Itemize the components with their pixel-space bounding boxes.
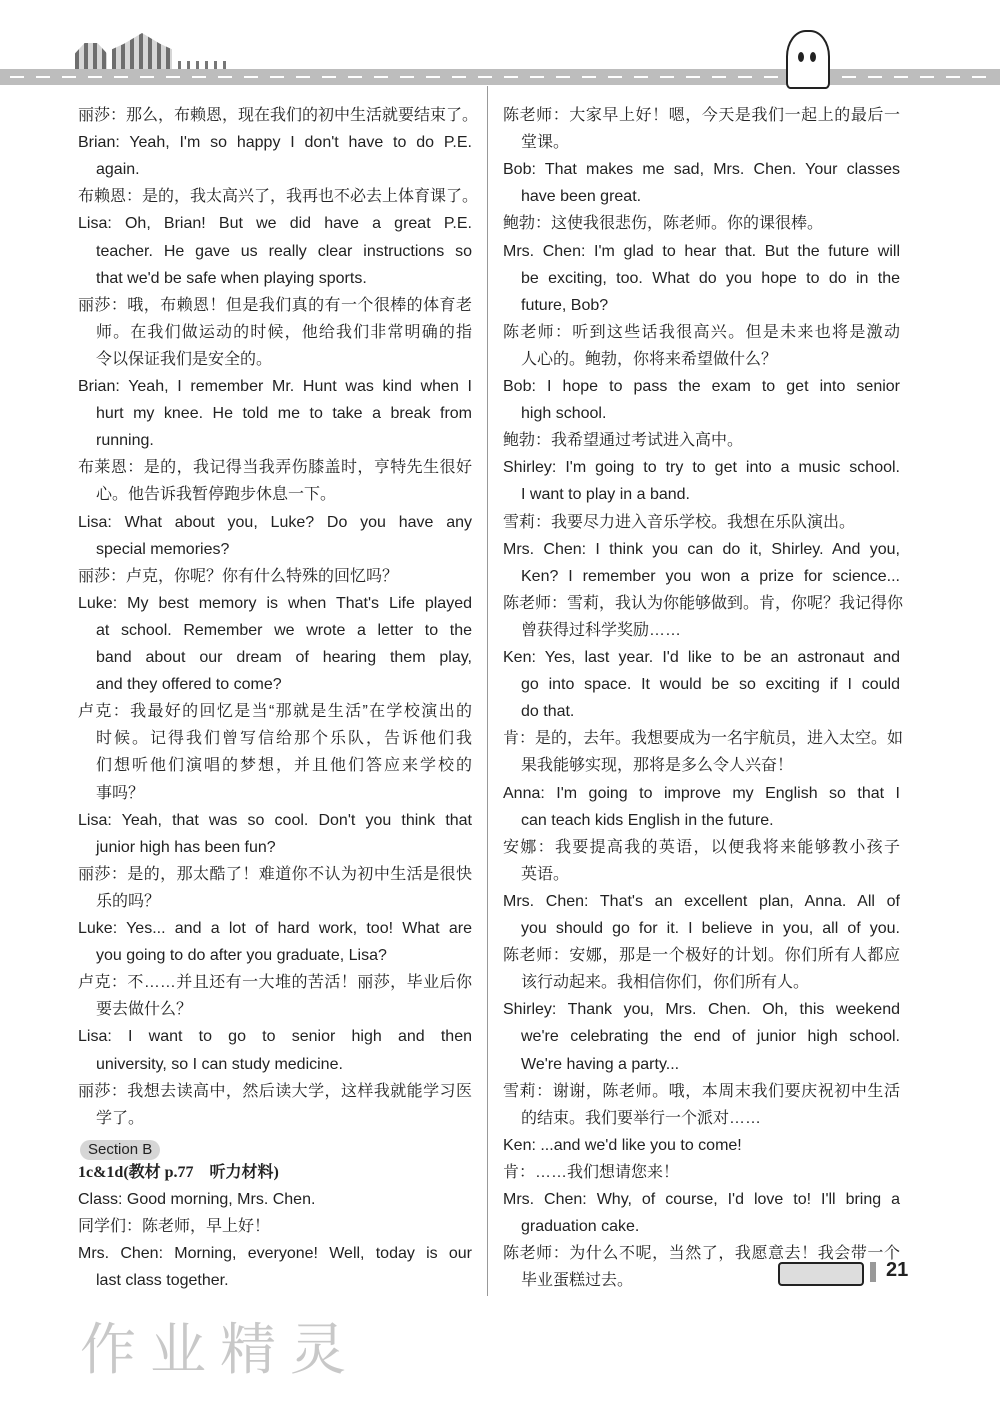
text-line: 陈老师：为什么不呢，当然了，我愿意去！我会带一个 xyxy=(503,1245,900,1263)
page-number: 21 xyxy=(886,1259,909,1281)
text-line: Shirley: Thank you, Mrs. Chen. Oh, this weekend xyxy=(503,1001,900,1019)
text-line: last class together. xyxy=(96,1272,229,1290)
text-line: Shirley: I'm going to try to get into a music school. xyxy=(503,459,900,477)
text-line: 学了。 xyxy=(96,1109,145,1127)
text-line: Ken: Yes, last year. I'd like to be an astronaut and xyxy=(503,649,900,666)
text-line: 丽莎：那么，布赖恩，现在我们的初中生活就要结束了。 xyxy=(78,107,479,124)
text-line: 肯：是的，去年。我想要成为一名宇航员，进入太空。如 xyxy=(503,730,904,748)
publisher-logo xyxy=(778,1262,864,1286)
text-line: Ken: ...and we'd like you to come! xyxy=(503,1136,742,1154)
text-line: 布赖恩：是的，我太高兴了，我再也不必去上体育课了。 xyxy=(78,188,479,206)
text-line: 英语。 xyxy=(521,865,570,883)
text-line: 的结束。我们要举行一个派对…… xyxy=(521,1109,762,1127)
text-line: 鲍勃：这使我很悲伤，陈老师。你的课很棒。 xyxy=(503,215,824,233)
text-line: 果我能够实现，那将是多么令人兴奋！ xyxy=(521,757,794,775)
text-line: 令以保证我们是安全的。 xyxy=(96,350,273,368)
text-line: 堂课。 xyxy=(521,134,570,152)
text-line: 卢克：不……并且还有一大堆的苦活！丽莎，毕业后你 xyxy=(78,974,472,992)
section-label: Section B xyxy=(80,1140,160,1160)
text-line: 曾获得过科学奖励…… xyxy=(521,621,682,639)
text-line: Mrs. Chen: I'm glad to hear that. But the future will xyxy=(503,242,900,260)
text-line: Mrs. Chen: Why, of course, I'd love to! I'll bring a xyxy=(503,1191,900,1208)
text-line: 人心的。鲍勃，你将来希望做什么？ xyxy=(521,350,778,368)
text-line: Anna: I'm going to improve my English so that I xyxy=(503,784,900,802)
text-line: 布莱恩：是的，我记得当我弄伤膝盖时，亨特先生很好 xyxy=(78,459,472,477)
text-line: Lisa: I want to go to senior high and then xyxy=(78,1028,472,1046)
text-line: have been great. xyxy=(521,188,642,206)
text-line: 丽莎：卢克，你呢？你有什么特殊的回忆吗？ xyxy=(78,567,399,585)
text-line: 1c&1d(教材 p.77 听力材料) xyxy=(78,1163,279,1181)
text-line: 陈老师：安娜，那是一个极好的计划。你们所有人都应 xyxy=(503,947,900,965)
text-line: can teach kids English in the future. xyxy=(521,811,774,829)
header-band xyxy=(0,69,1000,85)
cat-eye xyxy=(798,52,804,62)
text-line: 卢克：我最好的回忆是当“那就是生活”在学校演出的 xyxy=(78,703,472,721)
cat-eye xyxy=(810,52,816,62)
text-line: that we'd be safe when playing sports. xyxy=(96,269,367,287)
text-line: be exciting, too. What do you hope to do in the xyxy=(521,269,900,287)
text-line: and they offered to come? xyxy=(96,676,282,694)
text-line: 该行动起来。我相信你们，你们所有人。 xyxy=(521,974,810,992)
text-line: Luke: My best memory is when That's Life played xyxy=(78,594,472,612)
text-line: you should go for it. I believe in you, all of you. xyxy=(521,920,900,937)
text-line: Luke: Yes... and a lot of hard work, too! What are xyxy=(78,920,472,937)
text-line: you going to do after you graduate, Lisa? xyxy=(96,947,387,965)
text-line: running. xyxy=(96,432,154,450)
text-line: again. xyxy=(96,161,140,179)
text-line: band about our dream of hearing them play, xyxy=(96,649,472,666)
text-line: Brian: Yeah, I'm so happy I don't have to do P.E. xyxy=(78,134,472,152)
text-line: 丽莎：我想去读高中，然后读大学，这样我就能学习医 xyxy=(78,1082,472,1100)
text-line: go into space. It would be so exciting if I could xyxy=(521,676,900,694)
text-line: 陈老师：大家早上好！嗯，今天是我们一起上的最后一 xyxy=(503,107,900,124)
text-line: 心。他告诉我暂停跑步休息一下。 xyxy=(96,486,337,504)
text-line: 肯：……我们想请您来！ xyxy=(503,1163,680,1181)
text-line: high school. xyxy=(521,405,607,423)
text-line: I want to play in a band. xyxy=(521,486,690,504)
text-line: 要去做什么？ xyxy=(96,1001,193,1019)
text-line: 安娜：我要提高我的英语，以便我将来能够教小孩子 xyxy=(503,838,900,856)
text-line: graduation cake. xyxy=(521,1218,640,1236)
text-line: future, Bob? xyxy=(521,296,609,314)
text-line: Ken? I remember you won a prize for science... xyxy=(521,567,900,585)
text-line: Lisa: What about you, Luke? Do you have any xyxy=(78,513,472,531)
cat-mascot-icon xyxy=(786,30,830,89)
text-line: Class: Good morning, Mrs. Chen. xyxy=(78,1191,316,1208)
text-line: Bob: That makes me sad, Mrs. Chen. Your classes xyxy=(503,161,900,179)
text-line: 陈老师：雪莉，我认为你能够做到。肯，你呢？我记得你 xyxy=(503,594,904,612)
fence-decoration xyxy=(178,61,226,69)
text-line: Lisa: Oh, Brian! But we did have a great P.E. xyxy=(78,215,472,233)
text-line: We're having a party... xyxy=(521,1055,680,1073)
footer-bar xyxy=(870,1262,876,1282)
text-line: Lisa: Yeah, that was so cool. Don't you think that xyxy=(78,811,472,829)
text-line: 陈老师：听到这些话我很高兴。但是未来也将是激动 xyxy=(503,323,900,341)
text-line: 丽莎：哦，布赖恩！但是我们真的有一个很棒的体育老 xyxy=(78,296,472,314)
text-line: special memories? xyxy=(96,540,230,558)
watermark: 作业精灵 xyxy=(80,1318,360,1383)
checkered-house-icon xyxy=(112,33,172,69)
text-line: at school. Remember we wrote a letter to the xyxy=(96,621,472,639)
text-line: junior high has been fun? xyxy=(96,838,276,856)
checkered-house-icon xyxy=(75,43,107,69)
text-line: hurt my knee. He told me to take a break from xyxy=(96,405,472,423)
text-line: 雪莉：我要尽力进入音乐学校。我想在乐队演出。 xyxy=(503,513,856,531)
text-line: 丽莎：是的，那太酷了！难道你不认为初中生活是很快 xyxy=(78,865,472,883)
text-line: Bob: I hope to pass the exam to get into senior xyxy=(503,378,900,395)
text-line: university, so I can study medicine. xyxy=(96,1055,343,1073)
text-line: 事吗？ xyxy=(96,784,145,802)
text-line: Mrs. Chen: That's an excellent plan, Anna. All of xyxy=(503,892,900,910)
text-line: 雪莉：谢谢，陈老师。哦，本周末我们要庆祝初中生活 xyxy=(503,1082,900,1100)
text-line: 师。在我们做运动的时候，他给我们非常明确的指 xyxy=(96,323,472,341)
road-dashes xyxy=(10,76,990,78)
text-line: 们想听他们演唱的梦想，并且他们答应来学校的 xyxy=(96,757,472,775)
text-line: Mrs. Chen: Morning, everyone! Well, today is our xyxy=(78,1245,472,1263)
text-line: Mrs. Chen: I think you can do it, Shirley. And you, xyxy=(503,540,900,558)
text-line: 毕业蛋糕过去。 xyxy=(521,1272,634,1290)
text-line: teacher. He gave us really clear instructions so xyxy=(96,242,472,260)
text-line: 时候。记得我们曾写信给那个乐队，告诉他们我 xyxy=(96,730,472,748)
text-line: do that. xyxy=(521,703,575,721)
text-line: 同学们：陈老师，早上好！ xyxy=(78,1218,271,1236)
text-line: we're celebrating the end of junior high school. xyxy=(521,1028,900,1046)
text-line: 鲍勃：我希望通过考试进入高中。 xyxy=(503,432,744,450)
column-divider xyxy=(487,86,488,1296)
text-line: Brian: Yeah, I remember Mr. Hunt was kind when I xyxy=(78,378,472,395)
text-line: 乐的吗？ xyxy=(96,892,161,910)
